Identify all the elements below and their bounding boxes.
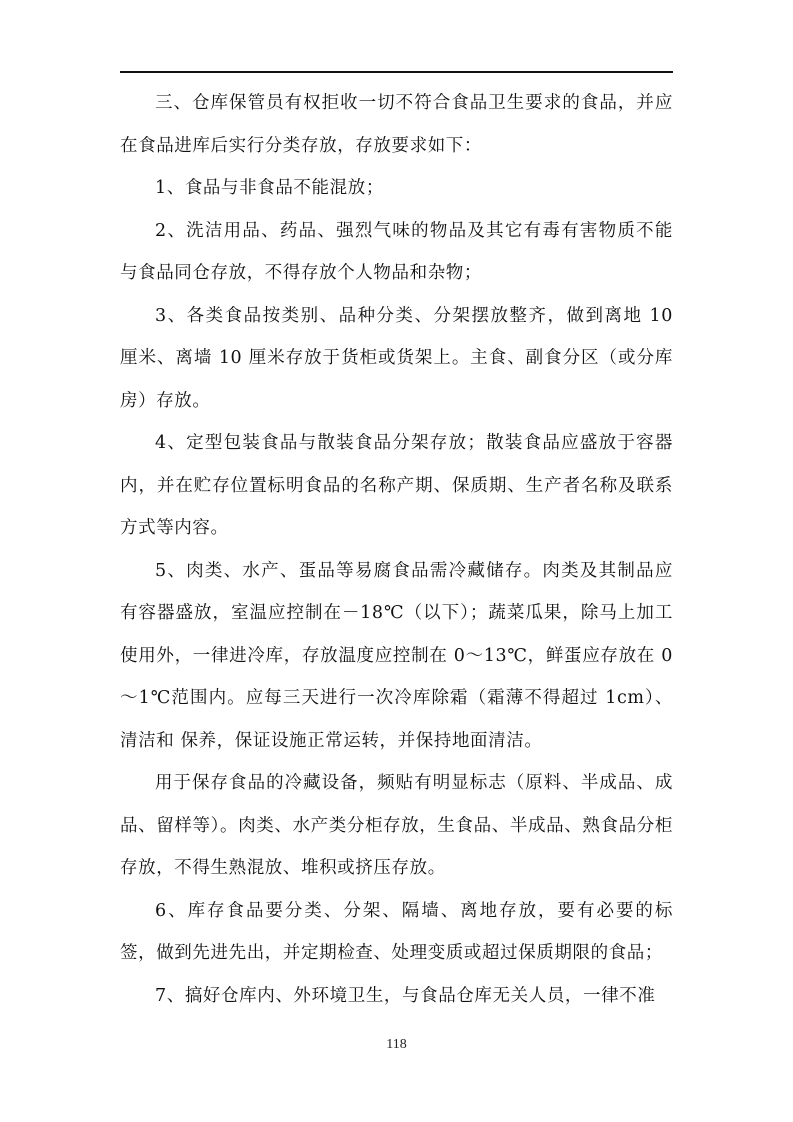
paragraph-item-6: 6、库存食品要分类、分架、隔墙、离地存放，要有必要的标签，做到先进先出，并定期检查、处理变质或超过保质期限的食品； <box>120 900 673 963</box>
document-body <box>120 82 673 1017</box>
paragraph-item-3: 3、各类食品按类别、品种分类、分架摆放整齐，做到离地 10 厘米、离墙 10 厘米存放于货柜或货架上。主食、副食分区（或分库房）存放。 <box>120 305 673 411</box>
paragraph-item-4: 4、定型包装食品与散装食品分架存放；散装食品应盛放于容器内，并在贮存位置标明食品的名称产期、保质期、生产者名称及联系方式等内容。 <box>120 433 673 538</box>
paragraph-item-5: 5、肉类、水产、蛋品等易腐食品需冷藏储存。肉类及其制品应有容器盛放，室温应控制在－18℃（以下）；蔬菜瓜果，除马上加工使用外，一律进冷库，存放温度应控制在 0～13℃，鲜蛋应存放在 0～1℃范围内。应每三天进行一次冷库除霜（霜薄不得超过 1cm）、清洁和 保养，保证设施正常运转，并保持地面清洁。 <box>120 560 673 751</box>
paragraph-item-7: 7、搞好仓库内、外环境卫生，与食品仓库无关人员，一律不准 <box>155 985 656 1006</box>
paragraph-item-2: 2、洗洁用品、药品、强烈气味的物品及其它有毒有害物质不能与食品同仓存放，不得存放个人物品和杂物； <box>120 220 673 283</box>
paragraph-cold-storage: 用于保存食品的冷藏设备，频贴有明显标志（原料、半成品、成品、留样等）。肉类、水产类分柜存放，生食品、半成品、熟食品分柜存放，不得生熟混放、堆积或挤压存放。 <box>120 773 673 878</box>
page-number: 118 <box>386 1037 407 1052</box>
paragraph-intro: 三、仓库保管员有权拒收一切不符合食品卫生要求的食品，并应在食品进库后实行分类存放，存放要求如下： <box>120 93 673 156</box>
paragraph-item-1: 1、食品与非食品不能混放； <box>155 178 384 198</box>
header-rule <box>120 71 673 73</box>
